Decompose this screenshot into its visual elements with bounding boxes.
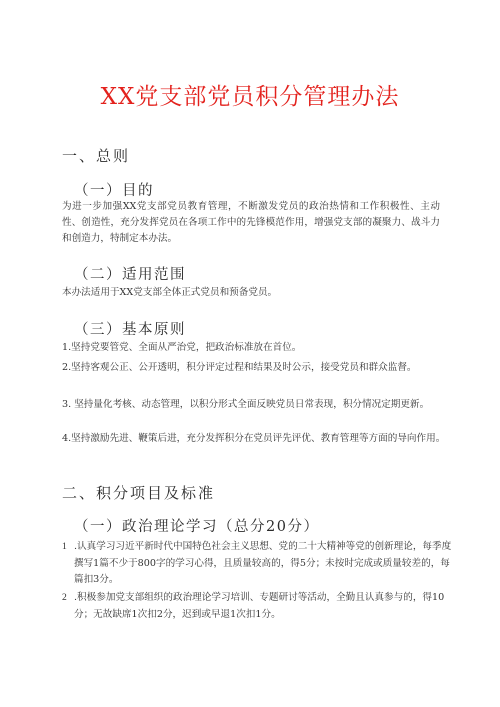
- principle-item-3: 3. 坚持量化考核、动态管理，以积分形式全面反映党员日常表现，积分情况定期更新。: [62, 399, 430, 410]
- principle-item-2: 2.坚持客观公正、公开透明，积分评定过程和结果及时公示，接受党员和群众监督。: [62, 362, 417, 373]
- subsection-heading-principles: （三）基本原则: [74, 322, 186, 338]
- section-heading-points: 二、积分项目及标准: [62, 484, 216, 502]
- scope-paragraph: 本办法适用于XX党支部全体正式党员和预备党员。: [62, 287, 278, 298]
- study-item-2-text: .积极参加党支部组织的政治理论学习培训、专题研讨等活动，全勤且认真参与的，得10分；无故缺席1次扣2分，迟到或早退1次扣1分。: [74, 592, 445, 620]
- study-item-2-number: 2: [62, 592, 67, 603]
- subsection-heading-scope: （二）适用范围: [74, 267, 186, 283]
- principle-item-1: 1.坚持党要管党、全面从严治党，把政治标准放在首位。: [62, 342, 302, 353]
- study-item-1: [62, 539, 456, 589]
- study-item-2: [62, 590, 456, 623]
- document-title: XX党支部党员积分管理办法: [100, 84, 400, 110]
- principle-item-4: 4.坚持激励先进、鞭策后进，充分发挥积分在党员评先评优、教育管理等方面的导向作用。: [62, 433, 446, 444]
- purpose-paragraph: 为进一步加强XX党支部党员教育管理，不断激发党员的政治热情和工作积极性、主动性、创造性，充分发挥党员在各项工作中的先锋模范作用，增强党支部的凝聚力、战斗力和创造力，特制定本办法。: [62, 201, 440, 244]
- subsection-heading-political-study: （一）政治理论学习（总分20分）: [74, 519, 320, 535]
- study-item-1-number: 1: [62, 541, 67, 552]
- section-heading-general: 一、总则: [62, 147, 131, 165]
- study-item-1-text: .认真学习习近平新时代中国特色社会主义思想、党的二十大精神等党的创新理论，每季度撰写1篇不少于800字的学习心得，且质量较高的，得5分；未按时完成或质量较差的，每篇扣3分。: [74, 541, 452, 585]
- subsection-heading-purpose: （一）目的: [74, 183, 154, 199]
